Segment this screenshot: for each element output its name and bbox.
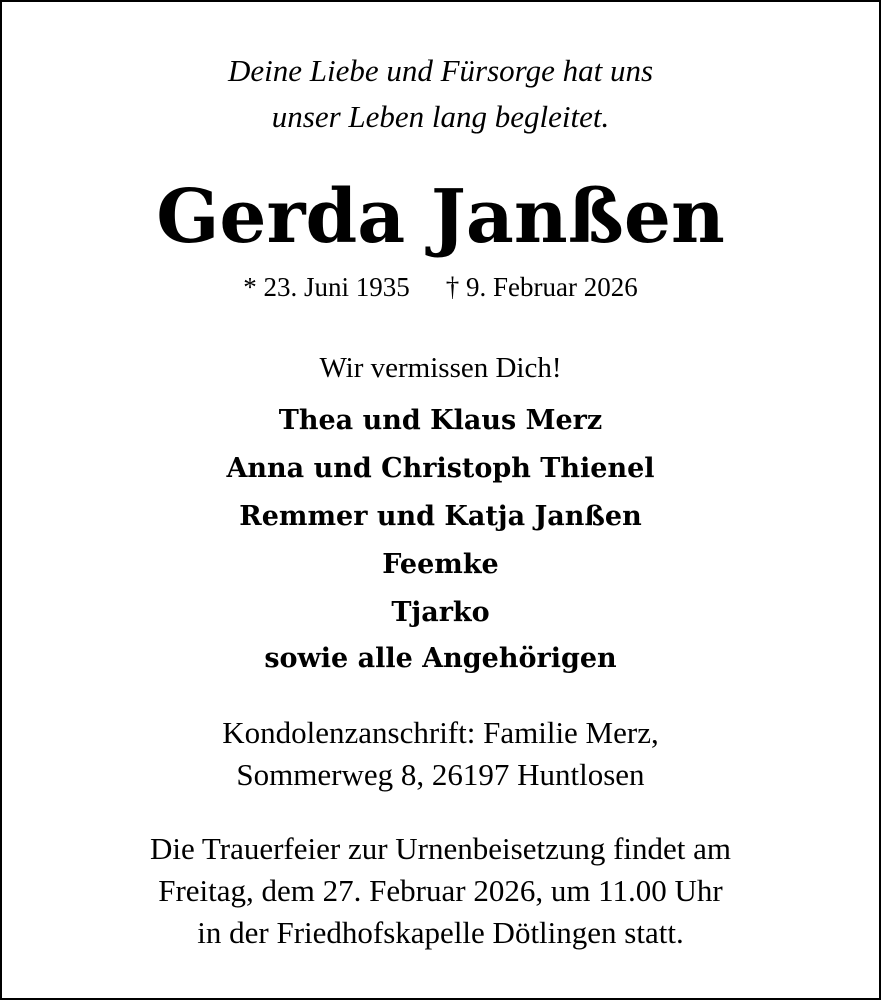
ceremony-line-3: in der Friedhofskapelle Dötlingen statt. bbox=[197, 915, 684, 950]
life-dates bbox=[0, 270, 881, 304]
ceremony-line-1: Die Trauerfeier zur Urnenbeisetzung findet am bbox=[149, 831, 732, 866]
death-date: † 9. Februar 2026 bbox=[445, 272, 638, 302]
mourner-line: Thea und Klaus Merz bbox=[278, 405, 603, 436]
miss-text: Wir vermissen Dich! bbox=[319, 352, 562, 384]
mourner-line: Remmer und Katja Janßen bbox=[239, 501, 642, 532]
mourner-line: Tjarko bbox=[391, 597, 490, 628]
ceremony-line-2: Freitag, dem 27. Februar 2026, um 11.00 Uhr bbox=[158, 873, 723, 908]
condolence-line-1: Kondolenzanschrift: Familie Merz, bbox=[222, 715, 659, 750]
condolence-address: Sommerweg 8, 26197 Huntlosen bbox=[236, 757, 645, 792]
motto-line-2: unser Leben lang begleitet. bbox=[271, 99, 610, 134]
deceased-name: Gerda Janßen bbox=[156, 174, 725, 260]
mourner-line: Feemke bbox=[382, 549, 499, 580]
birth-date: * 23. Juni 1935 bbox=[243, 272, 410, 302]
motto-line-1: Deine Liebe und Fürsorge hat uns bbox=[227, 53, 654, 88]
mourner-line: sowie alle Angehörigen bbox=[264, 643, 617, 674]
mourner-line: Anna und Christoph Thienel bbox=[226, 453, 655, 484]
